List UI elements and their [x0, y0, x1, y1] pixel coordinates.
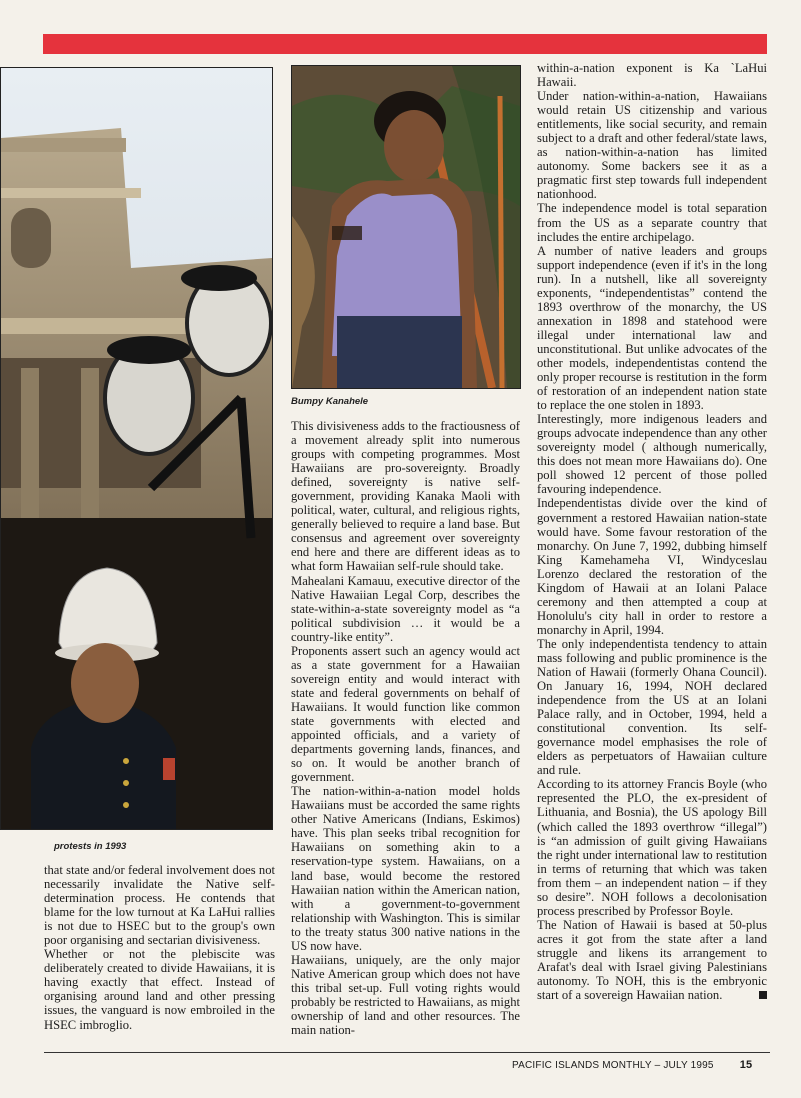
photo-bumpy-kanahele: [291, 65, 521, 389]
page-footer: [512, 1059, 752, 1071]
page-number: 15: [739, 1059, 753, 1071]
footer-rule: [44, 1052, 770, 1053]
paragraph: within-a-nation exponent is Ka `LaHui Hawaii.: [537, 61, 767, 90]
column-middle: [291, 419, 520, 1037]
column-right: [537, 61, 767, 1002]
caption-right: Bumpy Kanahele: [291, 396, 369, 407]
paragraph-last: [537, 918, 767, 1002]
paragraph: Under nation-within-a-nation, Hawaiians would retain US citizenship and various entitlements, like social security, and remain subject to a draft and other federal/state laws, as nation-within-a-nation has limited autonomy. Some backers see it as a pragmatic first step towards full independent nationhood.: [537, 89, 767, 202]
column-left: [44, 863, 275, 1032]
paragraph: A number of native leaders and groups support independence (even if it's in the long run). In a nutshell, like all sovereignty exponents, “independentistas” contend the 1893 overthrow of the monarchy, the US annexation in 1898 and statehood were illegal under international law and unconstitutional. But unlike advocates of the other models, independentistas contend the only proper recourse is restitution in the form of restoration of an independent nation state to replace the one stolen in 1893.: [537, 243, 767, 413]
caption-left: protests in 1993: [54, 841, 127, 852]
paragraph: Hawaiians, uniquely, are the only major Native American group which does not have this tribal set-up. Full voting rights would probably be restricted to Hawaiians, as might ownership of land and other resources. The main nation-: [291, 952, 520, 1038]
paragraph: Mahealani Kamauu, executive director of the Native Hawaiian Legal Corp, describes the state-within-a-state sovereignty model as “a political subdivision … it would be a country-like entity”.: [291, 573, 520, 644]
paragraph: Independentistas divide over the kind of government a restored Hawaiian nation-state would have. Some favour restoration of the monarchy. On June 7, 1992, dubbing himself King Kamehameha VI, Windyceslau Lorenzo declared the restoration of the Kingdom of Hawaii at an Iolani Palace ceremony and then attempted a coup at Honolulu's city hall in order to restore a monarchy in April, 1994.: [537, 496, 767, 637]
end-of-article-mark: [759, 991, 767, 999]
publication-line: PACIFIC ISLANDS MONTHLY – JULY 1995: [512, 1060, 714, 1071]
paragraph: The independence model is total separation from the US as a separate country that includes the entire archipelago.: [537, 201, 767, 244]
paragraph: that state and/or federal involvement does not necessarily invalidate the Native self-determination process. He contends that blame for the low turnout at Ka LaHui rallies is not due to HSEC but to the group's own poor organising and sectarian divisiveness.: [44, 863, 275, 948]
section-accent-bar: [43, 34, 767, 54]
photo-palace-guard: [0, 67, 273, 830]
paragraph: The nation-within-a-nation model holds Hawaiians must be accorded the same rights other Native Americans (Indians, Eskimos) have. This plan seeks tribal recognition for Hawaiians on something akin to a reservation-type system. Hawaiians, on a land base, would become the restored Hawaiian nation within the American nation, with a government-to-government relationship with Washington. This is similar to the treaty status 300 native nations in the US now have.: [291, 784, 520, 953]
paragraph: Interestingly, more indigenous leaders and groups advocate independence than any other sovereignty model ( although numerically, this does not mean more Hawaiians do). One poll showed 12 percent of those polled favouring independence.: [537, 412, 767, 497]
paragraph-text: The Nation of Hawaii is based at 50-plus acres it got from the state after a land struggle and likens its arrangement to Arafat's deal with Israel giving Palestinians autonomy. To NOH, this is the embryonic start of a sovereign Hawaiian nation.: [537, 917, 767, 1003]
paragraph: The only independentista tendency to attain mass following and public prominence is the Nation of Hawaii (formerly Ohana Council). On January 16, 1994, NOH declared independence from the US at an Iolani Palace rally, and in October, 1994, held a constitutional convention. Its self-governance model emphasises the role of elders as perpetuators of Hawaiian culture and rule.: [537, 636, 767, 778]
paragraph: This divisiveness adds to the fractiousness of a movement already split into numerous groups with competing programmes. Most Hawaiians are pro-sovereignty. Broadly defined, sovereignty is native self-government, providing Kanaka Maoli with political, water, cultural, and religious rights, generally believed to require a land base. But consensus and agreement over sovereignty end here and there are different ideas as to what form Hawaiian self-rule should take.: [291, 419, 520, 574]
paragraph: Proponents assert such an agency would act as a state government for a Hawaiian sovereign entity and would interact with state and federal governments on behalf of Hawaiians. It would function like common state governments with elected and appointed officials, and a variety of departments governing lands, finances, and so on. It would be another branch of government.: [291, 643, 520, 785]
paragraph: According to its attorney Francis Boyle (who represented the PLO, the ex-president of Lithuania, and Bosnia), the US apology Bill (which called the 1893 overthrow “illegal”) is “an admission of guilt giving Hawaiians the right under international law to restitution in terms of returning that which was taken from them – an independent nation – if they so desire”. NOH follows a decolonisation process prescribed by Professor Boyle.: [537, 777, 767, 918]
paragraph: Whether or not the plebiscite was deliberately created to divide Hawaiians, it is having exactly that effect. Instead of organising around land and other pressing issues, the vanguard is now embroiled in the HSEC imbroglio.: [44, 947, 275, 1032]
